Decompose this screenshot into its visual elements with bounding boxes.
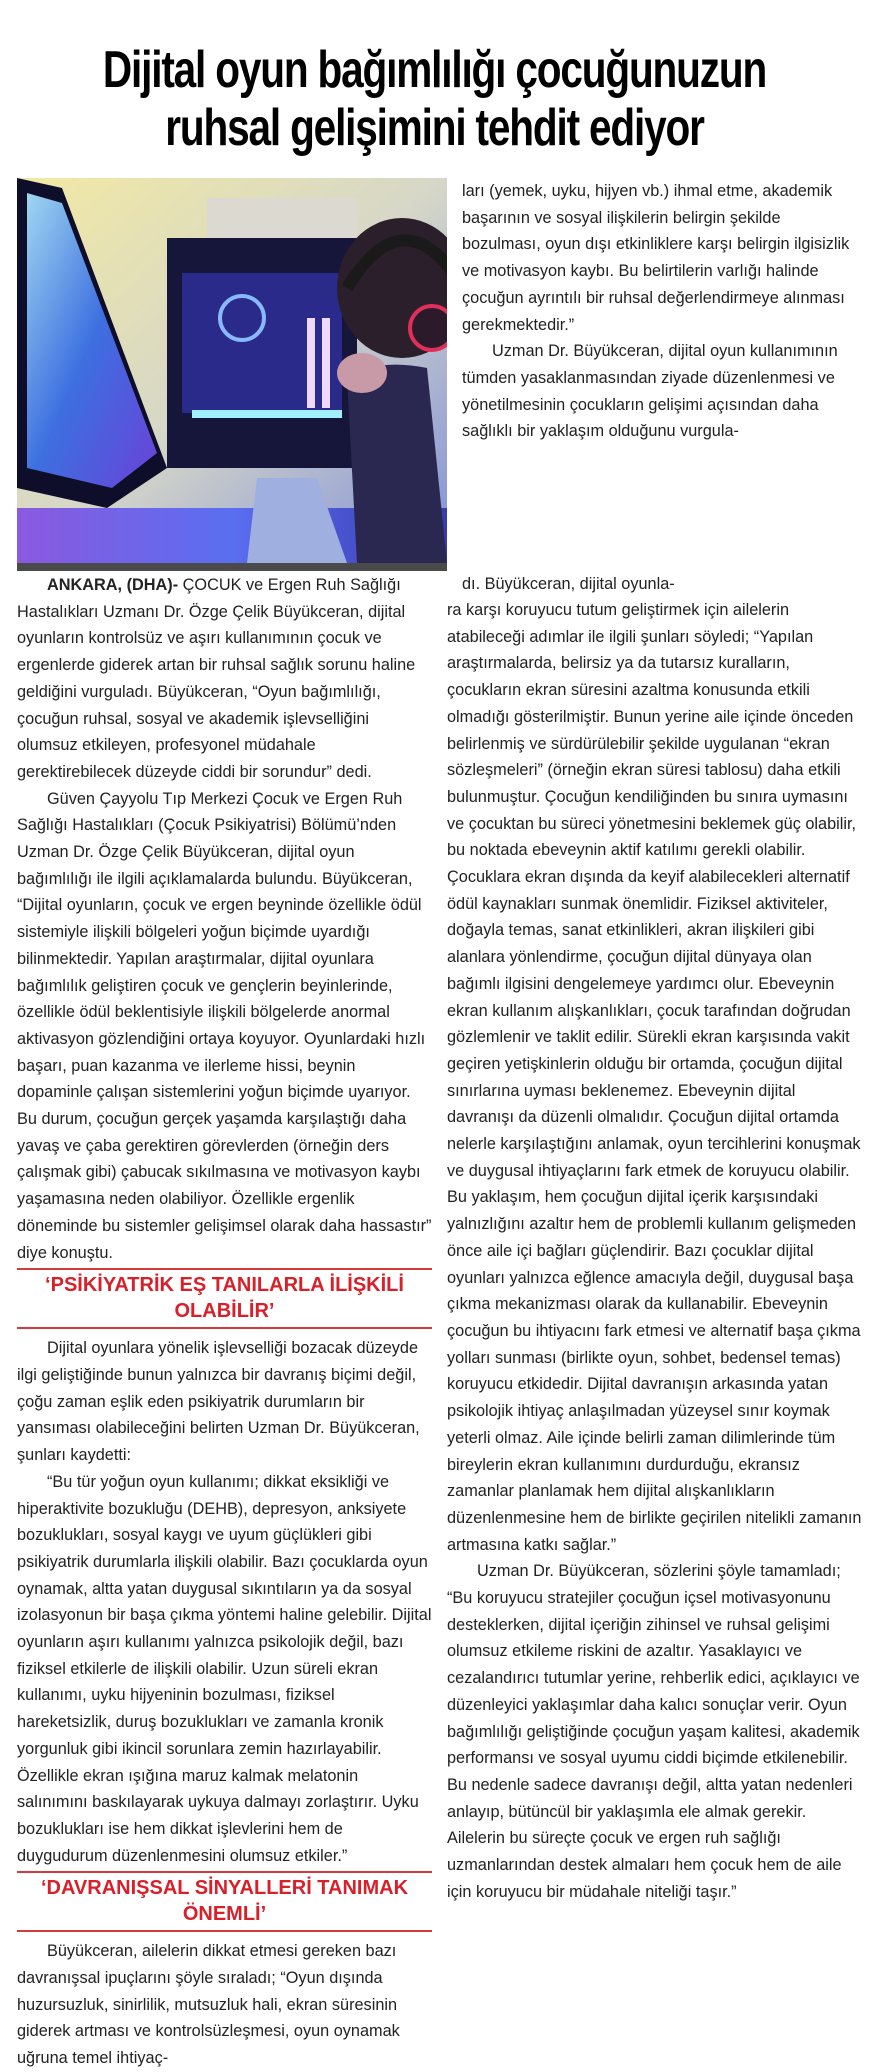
lead-text: ÇOCUK ve Ergen Ruh Sağlığı Hastalıkları Uzmanı Dr. Özge Çelik Büyükceran, dijital oyunların kontrolsüz ve aşırı kullanımının çocuk ve ergenlerde giderek artan bir ruhsal sağlık sorunu haline geldiğini vurguladı. Büyükceran, “Oyun bağımlılığı, çocuğun ruhsal, sosyal ve akademik işlevselliğini olumsuz etkileyen, profesyonel müdahale gerektirebilecek düzeyde ciddi bir sorundur” dedi. — [17, 576, 416, 781]
photo-light-bar — [192, 410, 342, 418]
paragraph-comorbid-quote: “Bu tür yoğun oyun kullanımı; dikkat eksikliği ve hiperaktivite bozukluğu (DEHB), depresyon, anksiyete bozuklukları, sosyal kaygı ve uyum güçlükleri gibi psikiyatrik durumlarla ilişkili olabilir. Bazı çocuklarda oyun oynamak, altta yatan duygusal sıkıntıların ya da sosyal izolasyonun bir başa çıkma yöntemi haline gelebilir. Dijital oyunların aşırı kullanımı yalnızca psikolojik değil, bazı fiziksel etkilerle de ilişkili olabilir. Uzun süreli ekran kullanımı, uyku hijyeninin bozulması, fiziksel hareketsizlik, duruş bozuklukları ve zamanla kronik yorgunluk gibi ikincil sorunlara zemin hazırlayabilir. Özellikle ekran ışığına maruz kalmak melatonin salınımını baskılayarak uykuya dalmayı zorlaştırır. Uyku bozuklukları ise hem dikkat işlevlerini hem de duygudurum düzenlenmesini olumsuz etkiler.” — [17, 1472, 432, 1865]
headline-line-2: ruhsal gelişimini tehdit ediyor — [165, 98, 704, 157]
photo-pc-glow — [182, 273, 342, 413]
paragraph-comorbid-intro: Dijital oyunlara yönelik işlevselliği bozacak düzeyde ilgi geliştiğinde bunun yalnızca bir davranış biçimi değil, çoğu zaman eşlik eden psikiyatrik durumların bir yansıması olabileceğini belirten Uzman Dr. Büyükceran, şunları kaydetti: — [17, 1339, 420, 1465]
paragraph-conclusion: Uzman Dr. Büyükceran, sözlerini şöyle tamamladı; “Bu koruyucu stratejiler çocuğun içsel motivasyonunu desteklerken, dijital içeriğin zihinsel ve ruhsal gelişimi olumsuz etkileme riskini de azaltır. Yasaklayıcı ve cezalandırıcı tutumlar yerine, rehberlik edici, açıklayıcı ve düzenleyici yaklaşımlar daha kalıcı sonuçlar verir. Oyun bağımlılığı geliştiğinde çocuğun yaşam kalitesi, akademik performansı ve sosyal uyumu ciddi biçimde etkilenebilir. Bu nedenle sadece davranışı değil, altta yatan nedenleri anlayıp, bütüncül bir yaklaşımla ele almak gerekir. Ailelerin bu süreçte çocuk ve ergen ruh sağlığı uzmanlarından destek almaları hem çocuk hem de aile için koruyucu bir müdahale niteliği taşır.” — [447, 1562, 860, 1901]
photo-gamer-icon — [17, 178, 447, 563]
photo-earcup — [410, 306, 447, 350]
dateline: ANKARA, (DHA)- — [47, 576, 179, 594]
right-top-column — [462, 178, 862, 445]
photo-ram-2 — [322, 318, 330, 408]
headline — [96, 41, 774, 157]
paragraph-regulation: Uzman Dr. Büyükceran, dijital oyun kullanımının tümden yasaklanmasından ziyade düzenlenmesi ve yönetilmesinin çocukların gelişimi açısından daha sağlıklı bir yaklaşım olduğunu vurgula- — [462, 342, 838, 441]
paragraph-behavioral-signs-cont: ları (yemek, uyku, hijyen vb.) ihmal etme, akademik başarının ve sosyal ilişkilerin belirgin şekilde bozulması, oyun dışı etkinliklere karşı belirgin ilgisizlik ve motivasyon kaybı. Bu belirtilerin varlığı halinde çocuğun ayrıntılı bir ruhsal değerlendirmeye alınması gerekmektedir.” — [462, 182, 850, 334]
article-photo — [17, 178, 447, 571]
paragraph-regulation-tail: dı. Büyükceran, dijital oyunla- — [462, 575, 675, 593]
photo-ram-1 — [307, 318, 315, 408]
left-column — [17, 572, 432, 2072]
subheading-behavioral-signals: ‘DAVRANIŞSAL SİNYALLERİ TANIMAK ÖNEMLİ’ — [17, 1871, 432, 1932]
paragraph-protective-steps: ra karşı koruyucu tutum geliştirmek için ailelerin atabileceği adımlar ile ilgili şunları söyledi; “Yapılan araştırmalarda, belirsiz ya da tutarsız kuralların, çocukların ekran süresini azaltma konusunda etkili olmadığı gösterilmiştir. Bunun yerine aile içinde önceden belirlenmiş ve sürdürülebilir şekilde uygulanan “ekran sözleşmeleri” (örneğin ekran süresi tablosu) daha etkili bulunmuştur. Çocuğun kendiliğinden bu sınıra uymasını ve çocuktan bu süreci yönetmesini beklemek güç olabilir, bu noktada ebeveynin aktif katılımı gerekli olabilir. Çocuklara ekran dışında da keyif alabilecekleri alternatif ödül kaynakları sunmak önemlidir. Fiziksel aktiviteler, doğayla temas, sanat etkinlikleri, akran ilişkileri gibi alanlara yönlendirme, çocuğun dijital dünyaya olan bağımlı ilgisini dengelemeye yardımcı olur. Ebeveynin ekran kullanım alışkanlıkları, çocuk tarafından doğrudan gözlemlenir ve taklit edilir. Sürekli ekran karşısında vakit geçiren yetişkinlerin olduğu bir ortamda, çocuğun dijital sınırlarına uyması beklenemez. Ebeveynin dijital davranışı da düzenli olmalıdır. Çocuğun dijital ortamda nelerle karşılaştığını anlamak, oyun tercihlerini konuşmak ve duygusal ihtiyaçlarını fark etmek de koruyucu olabilir. Bu yaklaşım, hem çocuğun dijital içerik karşısındaki yalnızlığını azaltır hem de problemli kullanım gelişmeden önce aile içi bağları güçlendirir. Bazı çocuklar dijital oyunları yalnızca eğlence amacıyla değil, duygusal başa çıkma mekanizması olarak da kullanabilir. Ebeveynin çocuğun bu ihtiyacını fark etmesi ve alternatif başa çıkma yolları sunması (birlikte oyun, sohbet, bedensel temas) koruyucu etkidedir. Dijital davranışın arkasında yatan psikolojik ihtiyaç anlaşılmadan yüzeysel sınır koymak yeterli olmaz. Aile içinde belirli zaman dilimlerinde tüm bireylerin ekran kullanımını durdurduğu, ekransız zamanlar planlamak hem dijital alışkanlıkların düzenlenmesine hem de birlikte geçirilen nitelikli zamanın artmasına katkı sağlar.” — [447, 601, 862, 1554]
headline-line-1: Dijital oyun bağımlılığı çocuğunuzun — [102, 40, 767, 99]
right-tail — [462, 571, 862, 598]
right-column — [447, 597, 862, 1905]
photo-hand — [337, 353, 387, 393]
photo-radiator — [207, 198, 357, 243]
paragraph-lead — [17, 572, 432, 786]
paragraph-behavioral-signs: Büyükceran, ailelerin dikkat etmesi gereken bazı davranışsal ipuçlarını şöyle sıraladı; “Oyun dışında huzursuzluk, sinirlilik, mutsuzluk hali, ekran süresinin giderek artması ve kontrolsüzleşmesi, oyun oynamak uğruna temel ihtiyaç- — [17, 1942, 400, 2068]
subheading-comorbid: ‘PSİKİYATRİK EŞ TANILARLA İLİŞKİLİ OLABİLİR’ — [17, 1268, 432, 1329]
paragraph-reward-system: Güven Çayyolu Tıp Merkezi Çocuk ve Ergen Ruh Sağlığı Hastalıkları (Çocuk Psikiyatrisi) Bölümü’nden Uzman Dr. Özge Çelik Büyükceran, dijital oyun bağımlılığı ile ilgili açıklamalarda bulundu. Büyükceran, “Dijital oyunların, çocuk ve ergen beyninde özellikle ödül sistemiyle ilişkili bölgeleri yoğun biçimde uyardığı bilinmektedir. Yapılan araştırmalar, dijital oyunlara bağımlılık geliştiren çocuk ve gençlerin beyinlerinde, özellikle ödül beklentisiyle ilişkili bölgelerde anormal aktivasyon gözlendiğini ortaya koyuyor. Oyunlardaki hızlı başarı, puan kazanma ve ilerleme hissi, beynin dopaminle çalışan sistemlerini yoğun biçimde uyarıyor. Bu durum, çocuğun gerçek yaşamda karşılaştığı daha yavaş ve çaba gerektiren görevlerden (örneğin ders çalışmak gibi) çabucak sıkılmasına ve motivasyon kaybı yaşamasına neden olabiliyor. Özellikle ergenlik döneminde bu sistemler gelişimsel olarak daha hassastır” diye konuştu. — [17, 789, 432, 1262]
